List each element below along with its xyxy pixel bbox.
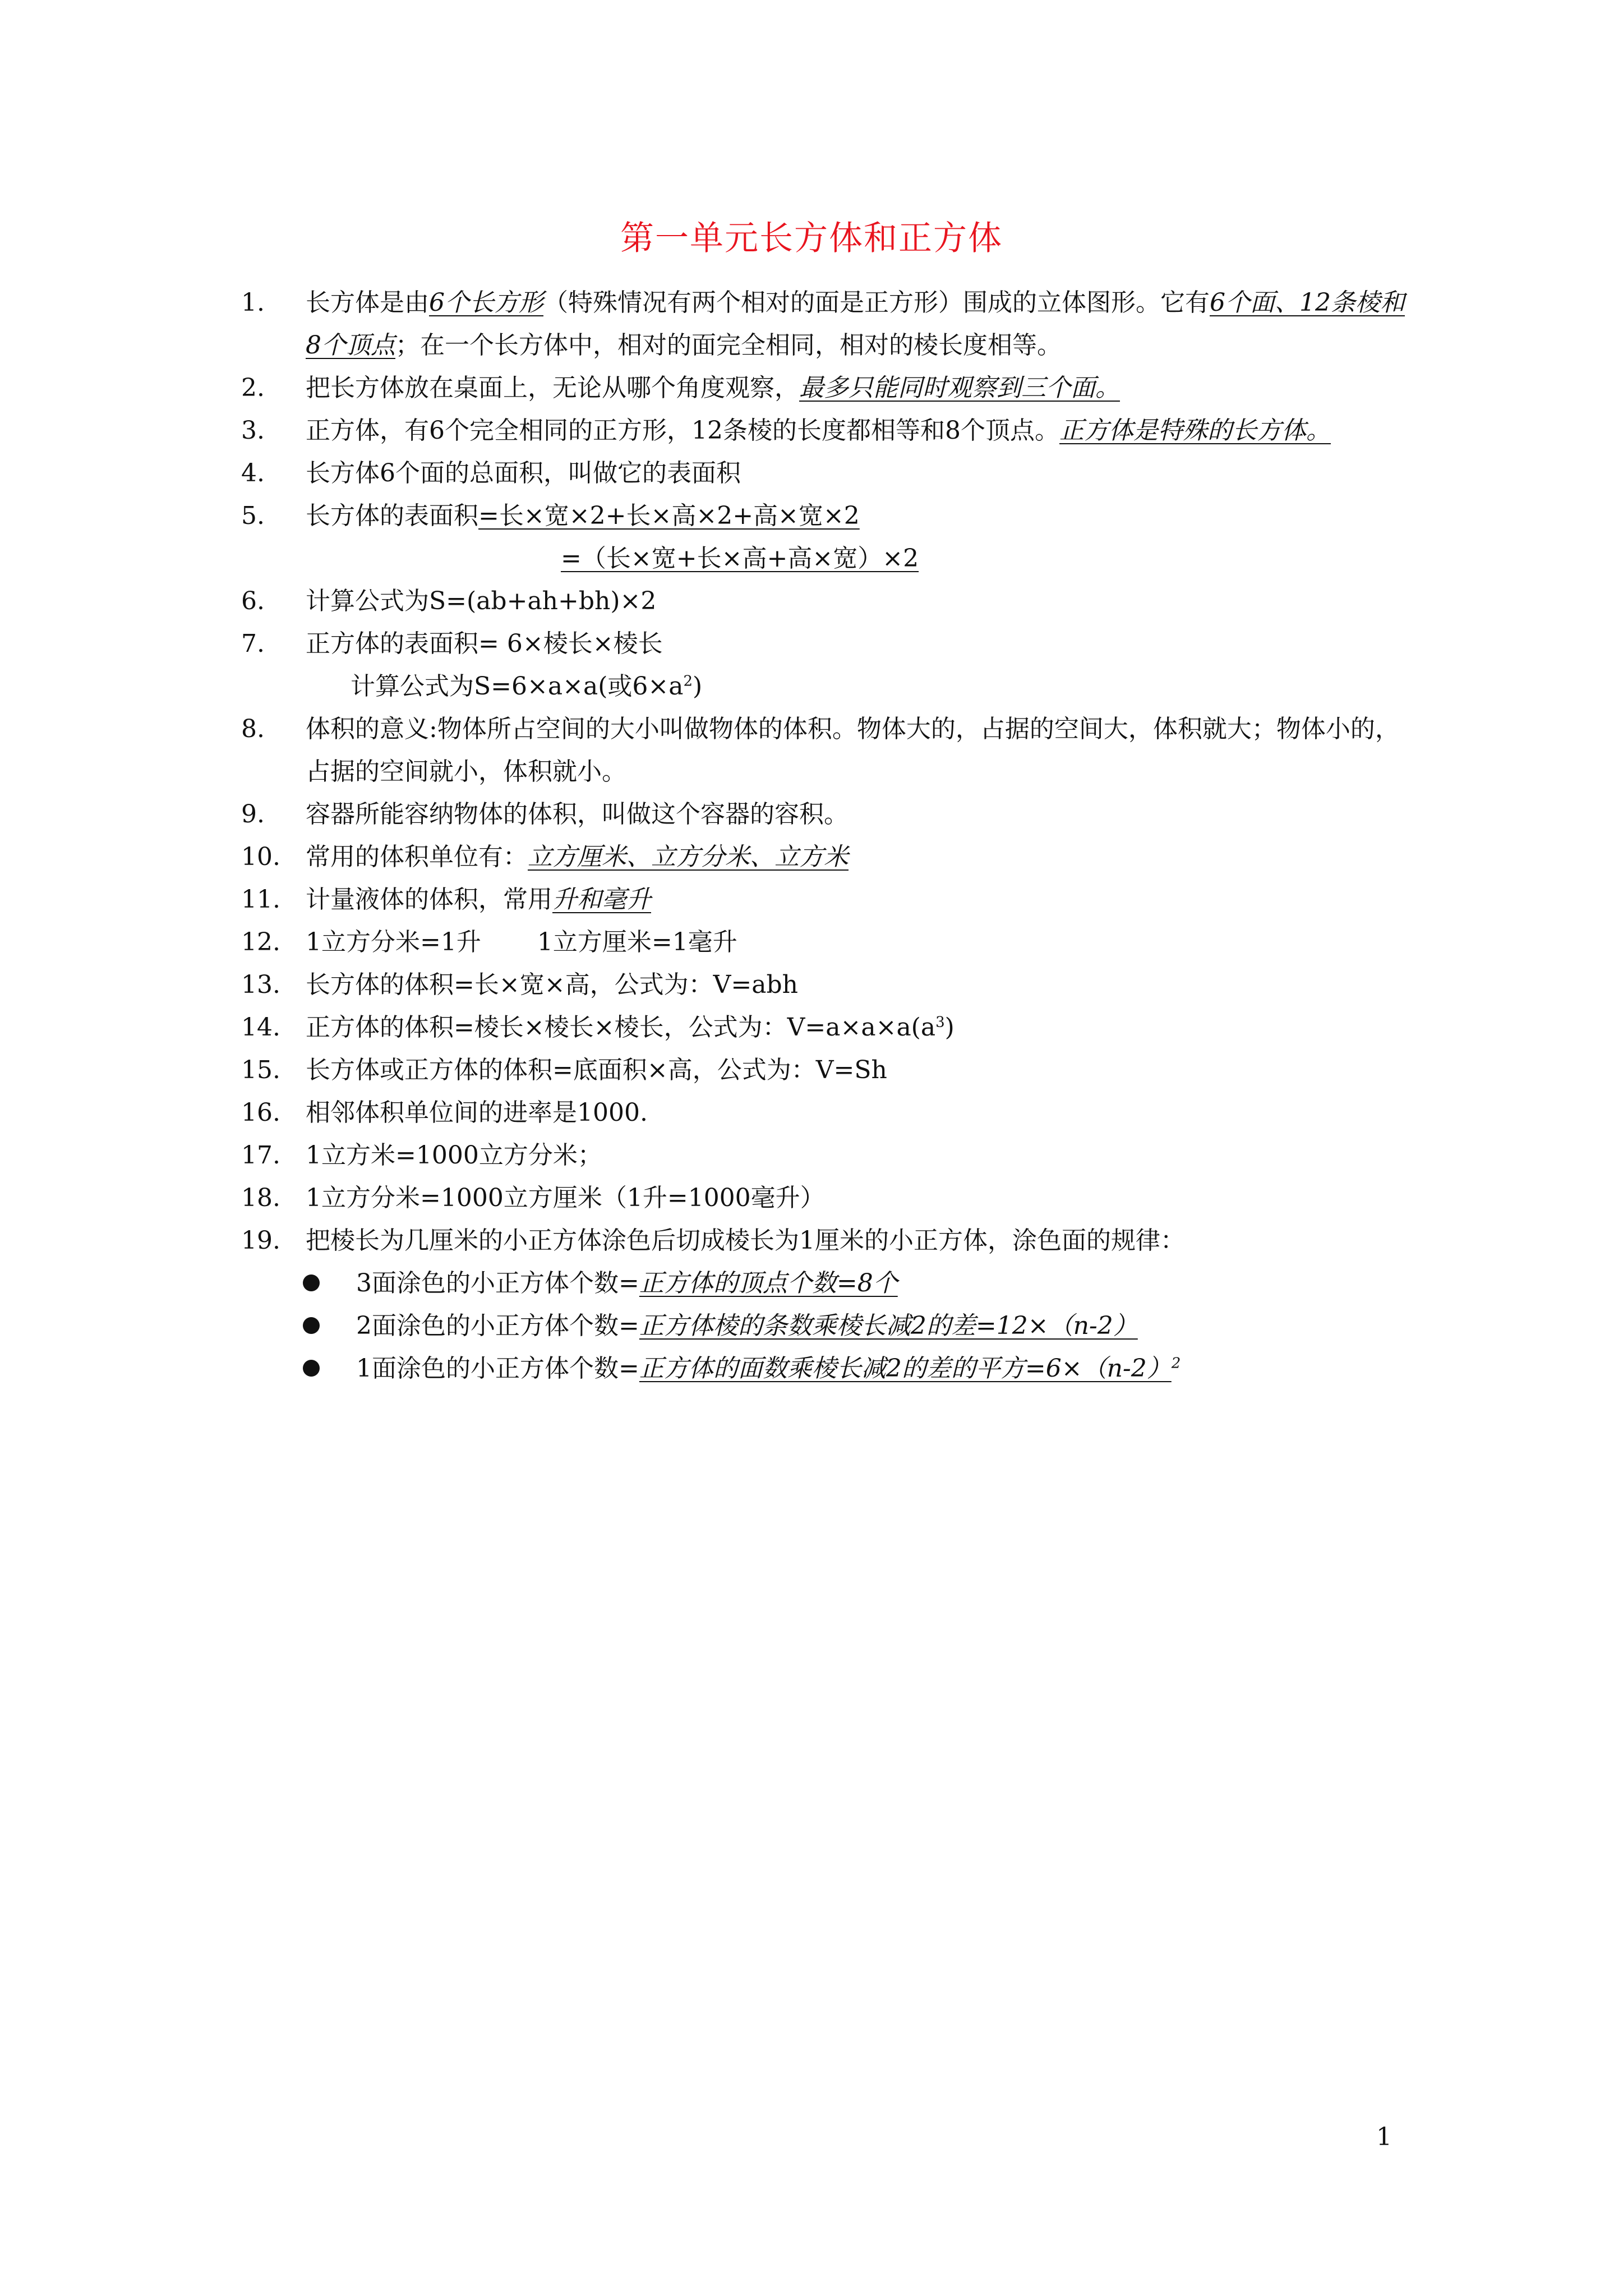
item-text: 容器所能容纳物体的体积，叫做这个容器的容积。 <box>306 800 849 829</box>
list-item <box>241 1006 1408 1049</box>
list-item <box>241 409 1408 452</box>
item-number: 6. <box>241 587 265 615</box>
item-text: 计算公式为S=(ab+ah+bh)×2 <box>306 587 657 615</box>
item-text: 计量液体的体积，常用 <box>306 885 552 914</box>
bullet-text: 3面涂色的小正方体个数= <box>356 1269 639 1297</box>
list-item <box>241 878 1408 921</box>
list-item <box>241 495 1408 580</box>
bullet-dot-icon <box>303 1360 320 1377</box>
emphasis-text: 立方厘米、立方分米、立方米 <box>528 843 849 871</box>
item-text: 1立方分米=1升 <box>306 928 481 956</box>
item-text: 长方体或正方体的体积=底面积×高，公式为：V=Sh <box>306 1056 887 1084</box>
item-text: ；在一个长方体中，相对的面完全相同，相对的棱长度相等。 <box>395 331 1062 360</box>
page-title: 第一单元长方体和正方体 <box>620 219 1003 258</box>
list-item <box>241 623 1408 708</box>
item-number: 16. <box>241 1098 280 1127</box>
emphasis-text: 正方体是特殊的长方体。 <box>1059 416 1331 445</box>
page-number: 1 <box>1376 2123 1392 2151</box>
item-number: 5. <box>241 501 265 530</box>
list-item <box>241 921 1408 964</box>
notes-list <box>241 282 1408 1390</box>
item-text: 相邻体积单位间的进率是1000. <box>306 1098 648 1127</box>
emphasis-text: 正方体的面数乘棱长减2的差的平方=6×（n-2） <box>639 1354 1172 1383</box>
bullet-list <box>241 1262 1408 1390</box>
item-number: 3. <box>241 416 265 445</box>
item-text: 正方体，有6个完全相同的正方形，12条棱的长度都相等和8个顶点。 <box>306 416 1059 445</box>
bullet-item <box>303 1305 1408 1347</box>
item-text: 正方体的表面积= 6×棱长×棱长 <box>306 629 663 658</box>
formula-text: 计算公式为S=6×a×a(或6×a <box>351 672 684 701</box>
item-text: 1立方米=1000立方分米； <box>306 1141 602 1170</box>
item-text: （特殊情况有两个相对的面是正方形）围成的立体图形。它有 <box>543 288 1210 317</box>
item-number: 9. <box>241 800 265 829</box>
list-item <box>241 708 1408 793</box>
bullet-dot-icon <box>303 1274 320 1291</box>
item-text: 常用的体积单位有： <box>306 843 528 871</box>
item-text: ) <box>944 1013 955 1042</box>
emphasis-text: 正方体棱的条数乘棱长减2的差=12×（n-2） <box>639 1312 1138 1340</box>
bullet-item <box>303 1262 1408 1305</box>
item-text: 把长方体放在桌面上，无论从哪个角度观察， <box>306 374 799 402</box>
item-number: 8. <box>241 715 265 743</box>
item-text: 长方体的表面积 <box>306 501 478 530</box>
item-number: 4. <box>241 459 265 487</box>
superscript: 2 <box>1171 1355 1181 1372</box>
emphasis-text: 6个长方形 <box>429 288 543 317</box>
item-number: 1. <box>241 288 265 317</box>
list-item <box>241 1092 1408 1134</box>
list-item <box>241 367 1408 409</box>
emphasis-text: 正方体的顶点个数=8个 <box>639 1269 898 1297</box>
item-text: 长方体的体积=长×宽×高，公式为：V=abh <box>306 970 798 999</box>
bullet-item <box>303 1347 1408 1390</box>
superscript: 2 <box>683 673 693 690</box>
emphasis-text: 最多只能同时观察到三个面。 <box>799 374 1120 402</box>
item-number: 7. <box>241 629 265 658</box>
item-text: 1立方分米=1000立方厘米（1升=1000毫升） <box>306 1184 825 1212</box>
list-item <box>241 1049 1408 1092</box>
list-item <box>241 282 1408 367</box>
list-item <box>241 793 1408 836</box>
item-number: 2. <box>241 374 265 402</box>
item-text: 体积的意义:物体所占空间的大小叫做物体的体积。物体大的，占据的空间大，体积就大；物体小的，占据的空间就小，体积就小。 <box>306 715 1400 786</box>
formula-text: =（长×宽+长×高+高×宽）×2 <box>561 544 919 573</box>
bullet-text: 1面涂色的小正方体个数= <box>356 1354 639 1383</box>
item-number: 19. <box>241 1226 280 1255</box>
item-number: 15. <box>241 1056 280 1084</box>
item-text: 长方体是由 <box>306 288 429 317</box>
item-text: 把棱长为几厘米的小正方体涂色后切成棱长为1厘米的小正方体，涂色面的规律： <box>306 1226 1185 1255</box>
superscript: 3 <box>935 1014 945 1031</box>
list-item <box>241 1134 1408 1177</box>
list-item <box>241 580 1408 623</box>
item-number: 11. <box>241 885 280 914</box>
item-text: 1立方厘米=1毫升 <box>537 928 737 956</box>
list-item <box>241 1220 1408 1262</box>
emphasis-text: 升和毫升 <box>552 885 651 914</box>
item-text: 正方体的体积=棱长×棱长×棱长，公式为：V=a×a×a(a <box>306 1013 936 1042</box>
formula-text: =长×宽×2+长×高×2+高×宽×2 <box>478 501 860 530</box>
formula-text: ) <box>693 672 703 701</box>
item-number: 14. <box>241 1013 280 1042</box>
list-item <box>241 1177 1408 1220</box>
item-number: 12. <box>241 928 280 956</box>
emphasis-text: 6个面、12条棱和8个顶点 <box>306 288 1405 360</box>
bullet-text: 2面涂色的小正方体个数= <box>356 1312 639 1340</box>
item-text: 长方体6个面的总面积，叫做它的表面积 <box>306 459 741 487</box>
bullet-dot-icon <box>303 1317 320 1334</box>
item-number: 17. <box>241 1141 280 1170</box>
list-item <box>241 964 1408 1006</box>
item-number: 10. <box>241 843 280 871</box>
item-number: 18. <box>241 1184 280 1212</box>
list-item <box>241 452 1408 495</box>
list-item <box>241 836 1408 878</box>
item-number: 13. <box>241 970 280 999</box>
